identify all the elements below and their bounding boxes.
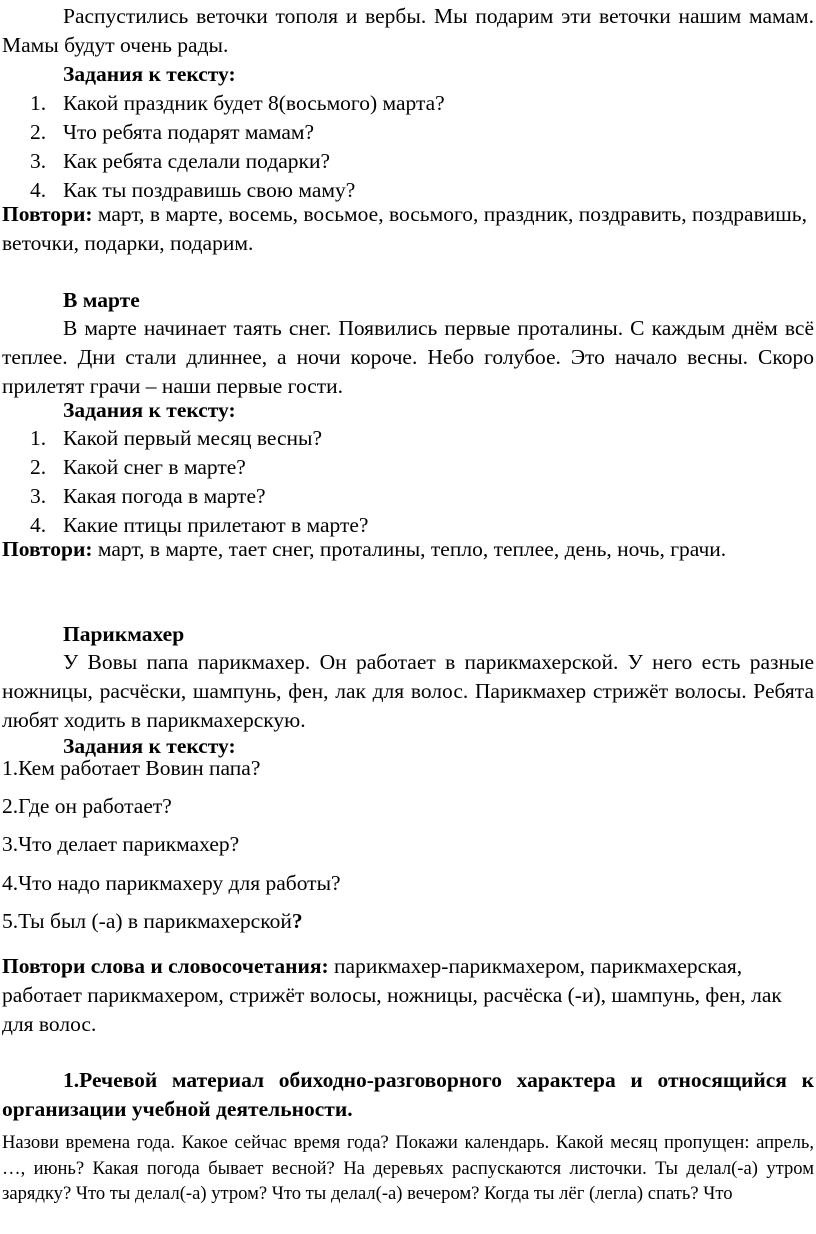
list-item: 2. Какой снег в марте? (30, 455, 246, 479)
repeat-text: март, в марте, тает снег, проталины, тепло, теплее, день, ночь, грачи. (92, 537, 727, 561)
barber-question-5: 5.Ты был (-а) в парикмахерской? (2, 909, 303, 933)
list-item: 4. Как ты поздравишь свою маму? (30, 178, 356, 202)
intro-paragraph: Распустились веточки тополя и вербы. Мы подарим эти веточки нашим мамам. Мамы будут очень рады. (2, 4, 814, 57)
march-repeat (2, 535, 814, 564)
barber-question-1: 1.Кем работает Вовин папа? (2, 756, 261, 780)
march-title: В марте (63, 288, 140, 312)
intro-repeat (2, 200, 814, 258)
barber-repeat (2, 952, 814, 1039)
barber-title: Парикмахер (63, 622, 185, 646)
list-item: 2. Что ребята подарят мамам? (30, 120, 315, 144)
list-item: 1. Какой первый месяц весны? (30, 426, 322, 450)
list-item: 4. Какие птицы прилетают в марте? (30, 513, 369, 537)
march-task-list (0, 424, 368, 540)
intro-tasks-heading: Задания к тексту: (63, 62, 236, 86)
speech-heading: 1.Речевой материал обиходно-разговорного характера и относящийся к организации учебной деятельности. (2, 1068, 814, 1121)
repeat-label: Повтори: (2, 537, 93, 561)
barber-tasks-heading: Задания к тексту: (63, 734, 236, 758)
barber-question-4: 4.Что надо парикмахеру для работы? (2, 871, 341, 895)
list-item: 3. Как ребята сделали подарки? (30, 149, 331, 173)
repeat-text: парикмахер-парикмахером, парикмахерская, работает парикмахером, стрижёт волосы, ножницы, расчёска (-и), шампунь, фен, лак для волос. (2, 954, 782, 1036)
list-item: 3. Какая погода в марте? (30, 484, 266, 508)
repeat-label: Повтори: (2, 202, 93, 226)
march-tasks-heading: Задания к тексту: (63, 398, 236, 422)
repeat-label: Повтори слова и словосочетания: (2, 954, 329, 978)
barber-question-2: 2.Где он работает? (2, 794, 172, 818)
intro-task-list (0, 89, 445, 205)
repeat-text: март, в марте, восемь, восьмое, восьмого, праздник, поздравить, поздравишь, веточки, подарки, подарим. (2, 202, 807, 255)
list-item: 1. Какой праздник будет 8(восьмого) марта? (30, 91, 445, 115)
barber-question-3: 3.Что делает парикмахер? (2, 832, 240, 856)
barber-paragraph: У Вовы папа парикмахер. Он работает в парикмахерской. У него есть разные ножницы, расчёски, шампунь, фен, лак для волос. Парикмахер стрижёт волосы. Ребята любят ходить в парикмахерскую. (2, 650, 814, 732)
speech-text: Назови времена года. Какое сейчас время года? Покажи календарь. Какой месяц пропущен: апрель, …, июнь? Какая погода бывает весной? На деревьях распускаются листочки. Ты делал(-а) утром зарядку? Что ты делал(-а) утром? Что ты делал(-а) вечером? Когда ты лёг (легла) спать? Что (2, 1132, 814, 1204)
march-paragraph: В марте начинает таять снег. Появились первые проталины. С каждым днём всё теплее. Дни стали длиннее, а ночи короче. Небо голубое. Это начало весны. Скоро прилетят грачи – наши первые гости. (2, 316, 814, 398)
